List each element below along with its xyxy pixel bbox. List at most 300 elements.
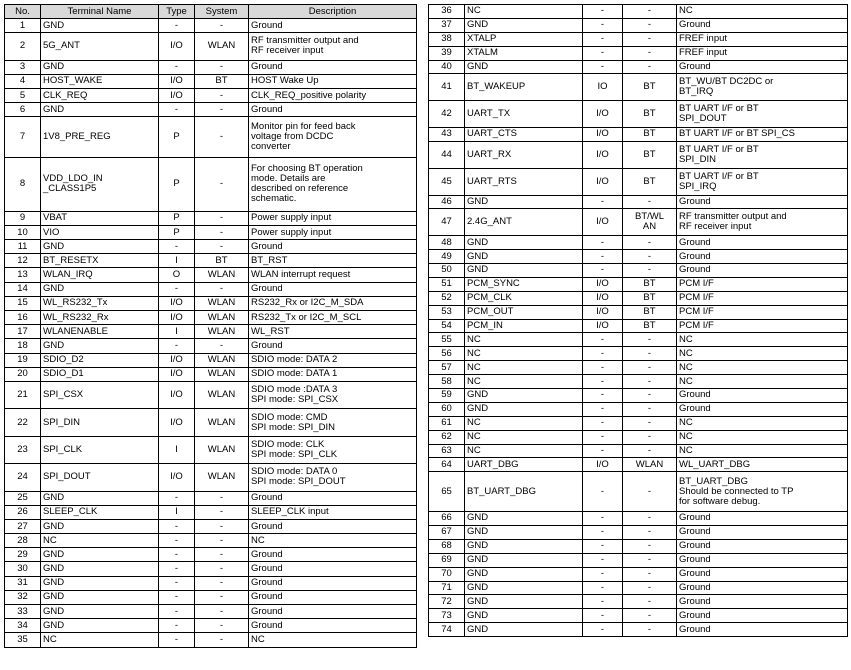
pin-type: I/O — [583, 277, 623, 291]
pin-system: - — [623, 553, 677, 567]
pin-type: - — [583, 18, 623, 32]
table-row — [429, 389, 848, 403]
table-row — [5, 576, 417, 590]
pin-number: 65 — [429, 472, 465, 512]
pin-type: - — [159, 491, 195, 505]
table-row — [429, 141, 848, 168]
terminal-name: XTALP — [465, 32, 583, 46]
pin-number: 32 — [5, 590, 41, 604]
pin-description: Ground — [249, 339, 417, 353]
pin-system: - — [623, 444, 677, 458]
terminal-name: GND — [41, 19, 159, 33]
terminal-name: GND — [465, 539, 583, 553]
pin-description: NC — [677, 5, 848, 19]
pin-system: - — [623, 236, 677, 250]
pin-type: - — [583, 236, 623, 250]
pin-description: SDIO mode: DATA 0 SPI mode: SPI_DOUT — [249, 464, 417, 491]
table-row — [5, 117, 417, 158]
pin-number: 23 — [5, 436, 41, 463]
terminal-name: GND — [465, 553, 583, 567]
pin-description: Ground — [677, 567, 848, 581]
pin-description: Ground — [677, 60, 848, 74]
pin-number: 48 — [429, 236, 465, 250]
pin-number: 63 — [429, 444, 465, 458]
pin-number: 40 — [429, 60, 465, 74]
pin-description: Ground — [677, 18, 848, 32]
pin-system: - — [623, 512, 677, 526]
pin-description: Ground — [249, 590, 417, 604]
pin-description: SDIO mode: DATA 1 — [249, 367, 417, 381]
pin-type: - — [583, 595, 623, 609]
pin-system: BT — [623, 291, 677, 305]
pin-number: 70 — [429, 567, 465, 581]
table-row — [429, 264, 848, 278]
pin-number: 73 — [429, 609, 465, 623]
pin-system: - — [195, 562, 249, 576]
pin-description: Monitor pin for feed back voltage from DCDC converter — [249, 117, 417, 158]
pin-type: - — [159, 562, 195, 576]
pin-system: BT — [623, 319, 677, 333]
pin-type: - — [159, 633, 195, 647]
pin-description: Ground — [677, 623, 848, 637]
pin-description: BT_RST — [249, 254, 417, 268]
table-row — [5, 157, 417, 211]
pin-type: P — [159, 225, 195, 239]
terminal-name: NC — [465, 333, 583, 347]
table-row — [429, 32, 848, 46]
pin-type: - — [583, 512, 623, 526]
pin-system: - — [195, 519, 249, 533]
pin-description: Ground — [677, 236, 848, 250]
terminal-name: GND — [41, 240, 159, 254]
pin-system: BT — [623, 101, 677, 128]
pin-description: Power supply input — [249, 211, 417, 225]
table-row — [5, 367, 417, 381]
pin-number: 14 — [5, 282, 41, 296]
pin-number: 7 — [5, 117, 41, 158]
terminal-name: 5G_ANT — [41, 33, 159, 60]
terminal-name: SPI_CSX — [41, 381, 159, 408]
terminal-name: GND — [465, 567, 583, 581]
pin-description: SDIO mode: DATA 2 — [249, 353, 417, 367]
pin-system: BT — [623, 168, 677, 195]
pin-system: - — [195, 117, 249, 158]
pin-description: BT UART I/F or BT SPI_IRQ — [677, 168, 848, 195]
pin-table-right — [428, 4, 848, 637]
pin-type: - — [159, 240, 195, 254]
pin-number: 69 — [429, 553, 465, 567]
pin-description: RF transmitter output and RF receiver input — [677, 209, 848, 236]
pin-description: Ground — [677, 553, 848, 567]
pin-system: - — [623, 595, 677, 609]
pin-number: 17 — [5, 325, 41, 339]
table-row — [429, 209, 848, 236]
table-row — [5, 60, 417, 74]
pin-system: - — [623, 347, 677, 361]
table-row — [5, 296, 417, 310]
table-row — [429, 305, 848, 319]
pin-number: 45 — [429, 168, 465, 195]
table-row — [429, 375, 848, 389]
pin-type: - — [159, 534, 195, 548]
pin-description: Ground — [249, 240, 417, 254]
pin-type: P — [159, 211, 195, 225]
table-row — [5, 211, 417, 225]
terminal-name: GND — [41, 619, 159, 633]
pin-table-left — [4, 4, 417, 648]
pin-system: BT — [623, 277, 677, 291]
pin-type: I — [159, 505, 195, 519]
table-row — [5, 491, 417, 505]
terminal-name: GND — [465, 18, 583, 32]
table-row — [5, 519, 417, 533]
pin-type: I/O — [159, 381, 195, 408]
pin-system: WLAN — [195, 367, 249, 381]
table-row — [5, 74, 417, 88]
pin-system: - — [623, 250, 677, 264]
terminal-name: GND — [41, 491, 159, 505]
pin-number: 43 — [429, 128, 465, 142]
pin-system: BT — [623, 74, 677, 101]
pin-description: NC — [677, 430, 848, 444]
table-row — [5, 254, 417, 268]
pin-description: Ground — [249, 562, 417, 576]
pin-number: 1 — [5, 19, 41, 33]
table-row — [5, 103, 417, 117]
pin-number: 39 — [429, 46, 465, 60]
terminal-name: NC — [465, 5, 583, 19]
table-row — [429, 5, 848, 19]
pin-type: I/O — [159, 464, 195, 491]
pin-description: Ground — [249, 282, 417, 296]
pin-description: HOST Wake Up — [249, 74, 417, 88]
pin-number: 38 — [429, 32, 465, 46]
terminal-name: HOST_WAKE — [41, 74, 159, 88]
pin-system: - — [623, 375, 677, 389]
terminal-name: NC — [465, 430, 583, 444]
pin-system: - — [195, 505, 249, 519]
pin-description: FREF input — [677, 46, 848, 60]
pin-system: - — [195, 491, 249, 505]
pin-system: - — [195, 157, 249, 211]
pin-number: 21 — [5, 381, 41, 408]
pin-type: - — [159, 282, 195, 296]
terminal-name: SDIO_D1 — [41, 367, 159, 381]
pin-system: - — [195, 576, 249, 590]
pin-description: Power supply input — [249, 225, 417, 239]
table-row — [429, 472, 848, 512]
table-row — [5, 619, 417, 633]
pin-description: BT UART I/F or BT SPI_DOUT — [677, 101, 848, 128]
pin-type: - — [159, 19, 195, 33]
pin-description: PCM I/F — [677, 277, 848, 291]
pin-number: 56 — [429, 347, 465, 361]
pin-number: 54 — [429, 319, 465, 333]
pin-type: I — [159, 325, 195, 339]
pin-system: - — [623, 416, 677, 430]
pin-description: PCM I/F — [677, 305, 848, 319]
pin-system: - — [195, 282, 249, 296]
table-row — [429, 74, 848, 101]
terminal-name: GND — [465, 525, 583, 539]
pin-number: 31 — [5, 576, 41, 590]
pin-description: RS232_Tx or I2C_M_SCL — [249, 311, 417, 325]
pin-number: 60 — [429, 402, 465, 416]
terminal-name: UART_TX — [465, 101, 583, 128]
pin-system: - — [623, 609, 677, 623]
pin-system: - — [195, 240, 249, 254]
pin-number: 59 — [429, 389, 465, 403]
header-row — [5, 5, 417, 19]
pin-type: I/O — [583, 209, 623, 236]
terminal-name: VBAT — [41, 211, 159, 225]
terminal-name: 2.4G_ANT — [465, 209, 583, 236]
terminal-name: GND — [465, 623, 583, 637]
pin-description: PCM I/F — [677, 291, 848, 305]
pin-number: 61 — [429, 416, 465, 430]
pin-system: - — [623, 46, 677, 60]
pin-system: BT — [195, 74, 249, 88]
pin-description: Ground — [249, 576, 417, 590]
pin-number: 9 — [5, 211, 41, 225]
terminal-name: VIO — [41, 225, 159, 239]
pin-number: 3 — [5, 60, 41, 74]
pin-description: PCM I/F — [677, 319, 848, 333]
pin-type: - — [583, 609, 623, 623]
pin-description: BT UART I/F or BT SPI_DIN — [677, 141, 848, 168]
table-row — [429, 402, 848, 416]
pin-type: - — [583, 46, 623, 60]
pin-system: WLAN — [195, 464, 249, 491]
pin-type: I/O — [159, 33, 195, 60]
header-system: System — [195, 5, 249, 19]
pin-description: NC — [677, 347, 848, 361]
pin-description: Ground — [677, 250, 848, 264]
pin-type: IO — [583, 74, 623, 101]
pin-type: I/O — [159, 353, 195, 367]
pin-type: I/O — [583, 458, 623, 472]
pin-number: 46 — [429, 195, 465, 209]
pin-type: - — [583, 250, 623, 264]
pin-description: Ground — [249, 103, 417, 117]
pin-description: RS232_Rx or I2C_M_SDA — [249, 296, 417, 310]
pin-system: - — [195, 619, 249, 633]
pin-type: - — [583, 375, 623, 389]
pin-number: 71 — [429, 581, 465, 595]
table-row — [429, 444, 848, 458]
pin-type: - — [583, 195, 623, 209]
table-row — [429, 539, 848, 553]
table-row — [429, 333, 848, 347]
pin-description: Ground — [677, 264, 848, 278]
table-row — [5, 268, 417, 282]
pin-number: 37 — [429, 18, 465, 32]
header-terminal-name: Terminal Name — [41, 5, 159, 19]
pin-system: - — [195, 605, 249, 619]
pin-system: - — [623, 525, 677, 539]
terminal-name: SLEEP_CLK — [41, 505, 159, 519]
terminal-name: GND — [41, 339, 159, 353]
table-row — [429, 416, 848, 430]
pin-number: 36 — [429, 5, 465, 19]
table-row — [429, 168, 848, 195]
pin-number: 10 — [5, 225, 41, 239]
table-row — [5, 353, 417, 367]
pin-system: BT — [195, 254, 249, 268]
pin-number: 58 — [429, 375, 465, 389]
terminal-name: UART_RTS — [465, 168, 583, 195]
pin-type: I/O — [583, 101, 623, 128]
pin-number: 44 — [429, 141, 465, 168]
pin-system: WLAN — [195, 296, 249, 310]
pin-number: 2 — [5, 33, 41, 60]
pin-number: 33 — [5, 605, 41, 619]
pin-type: - — [583, 5, 623, 19]
pin-type: I/O — [583, 291, 623, 305]
pin-number: 19 — [5, 353, 41, 367]
table-row — [429, 101, 848, 128]
pin-description: For choosing BT operation mode. Details are described on reference schematic. — [249, 157, 417, 211]
pin-type: P — [159, 157, 195, 211]
pin-description: NC — [249, 534, 417, 548]
terminal-name: GND — [465, 264, 583, 278]
pin-type: I — [159, 436, 195, 463]
table-row — [429, 277, 848, 291]
table-row — [429, 553, 848, 567]
pin-type: I/O — [159, 311, 195, 325]
pin-system: BT — [623, 128, 677, 142]
terminal-name: GND — [41, 576, 159, 590]
terminal-name: GND — [465, 389, 583, 403]
pin-system: WLAN — [623, 458, 677, 472]
terminal-name: GND — [465, 512, 583, 526]
pin-description: Ground — [677, 402, 848, 416]
table-row — [5, 311, 417, 325]
terminal-name: GND — [465, 581, 583, 595]
table-row — [5, 225, 417, 239]
table-row — [429, 609, 848, 623]
terminal-name: GND — [41, 548, 159, 562]
header-type: Type — [159, 5, 195, 19]
pin-description: BT_WU/BT DC2DC or BT_IRQ — [677, 74, 848, 101]
table-row — [5, 562, 417, 576]
pin-type: - — [583, 539, 623, 553]
table-row — [429, 250, 848, 264]
pin-number: 74 — [429, 623, 465, 637]
pin-number: 18 — [5, 339, 41, 353]
pin-system: - — [195, 548, 249, 562]
pin-number: 72 — [429, 595, 465, 609]
terminal-name: PCM_CLK — [465, 291, 583, 305]
terminal-name: GND — [41, 519, 159, 533]
terminal-name: UART_DBG — [465, 458, 583, 472]
pin-type: I/O — [583, 141, 623, 168]
pin-type: - — [159, 576, 195, 590]
terminal-name: UART_RX — [465, 141, 583, 168]
pin-number: 30 — [5, 562, 41, 576]
table-row — [5, 605, 417, 619]
pin-description: Ground — [677, 512, 848, 526]
pin-type: - — [583, 416, 623, 430]
pin-number: 62 — [429, 430, 465, 444]
pin-type: P — [159, 117, 195, 158]
pin-description: WL_RST — [249, 325, 417, 339]
pin-number: 26 — [5, 505, 41, 519]
table-row — [429, 46, 848, 60]
table-row — [429, 623, 848, 637]
table-row — [5, 33, 417, 60]
table-row — [5, 464, 417, 491]
terminal-name: GND — [41, 562, 159, 576]
table-row — [429, 60, 848, 74]
terminal-name: NC — [465, 416, 583, 430]
pin-number: 67 — [429, 525, 465, 539]
pin-type: I/O — [159, 296, 195, 310]
pin-system: - — [623, 5, 677, 19]
pin-description: Ground — [249, 619, 417, 633]
pin-type: - — [159, 103, 195, 117]
pin-description: NC — [677, 333, 848, 347]
pin-type: - — [583, 623, 623, 637]
pin-system: WLAN — [195, 268, 249, 282]
terminal-name: 1V8_PRE_REG — [41, 117, 159, 158]
pin-type: I/O — [583, 168, 623, 195]
pin-type: - — [159, 339, 195, 353]
pin-type: - — [583, 32, 623, 46]
pin-number: 11 — [5, 240, 41, 254]
pin-type: I/O — [159, 409, 195, 436]
pin-system: - — [623, 623, 677, 637]
table-row — [5, 88, 417, 102]
pin-number: 15 — [5, 296, 41, 310]
pin-type: - — [583, 444, 623, 458]
terminal-name: XTALM — [465, 46, 583, 60]
table-row — [429, 567, 848, 581]
terminal-name: WLAN_IRQ — [41, 268, 159, 282]
pin-description: Ground — [677, 539, 848, 553]
pin-type: - — [583, 525, 623, 539]
header-description: Description — [249, 5, 417, 19]
pin-number: 20 — [5, 367, 41, 381]
header-no: No. — [5, 5, 41, 19]
pin-system: - — [623, 333, 677, 347]
pin-type: - — [159, 590, 195, 604]
terminal-name: NC — [465, 375, 583, 389]
pin-system: - — [195, 225, 249, 239]
pin-system: WLAN — [195, 325, 249, 339]
table-row — [5, 282, 417, 296]
pin-description: Ground — [249, 19, 417, 33]
terminal-name: WLANENABLE — [41, 325, 159, 339]
pin-type: I/O — [583, 128, 623, 142]
terminal-name: SDIO_D2 — [41, 353, 159, 367]
pin-description: NC — [677, 375, 848, 389]
table-row — [429, 581, 848, 595]
table-row — [429, 512, 848, 526]
table-row — [5, 381, 417, 408]
terminal-name: GND — [465, 60, 583, 74]
table-row — [429, 128, 848, 142]
table-row — [429, 291, 848, 305]
terminal-name: BT_WAKEUP — [465, 74, 583, 101]
table-row — [5, 19, 417, 33]
terminal-name: GND — [465, 402, 583, 416]
table-row — [5, 505, 417, 519]
terminal-name: NC — [465, 361, 583, 375]
pin-system: - — [623, 18, 677, 32]
table-row — [429, 430, 848, 444]
pin-system: - — [623, 195, 677, 209]
